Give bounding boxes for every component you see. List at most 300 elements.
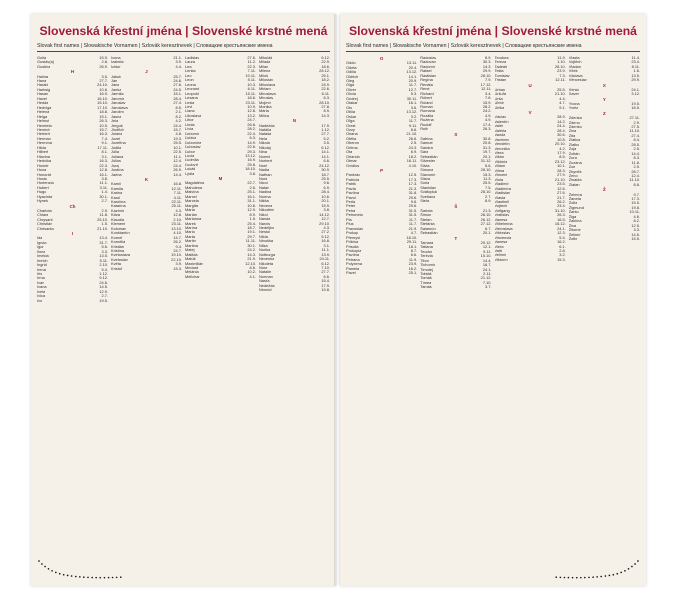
name-day-date: 20.10. — [554, 141, 566, 147]
name-day-date: 23.11. — [245, 99, 256, 105]
first-name: Kazimír — [111, 208, 125, 213]
first-name: Oldrich — [346, 74, 359, 79]
name-day-date: 31.7. — [99, 239, 108, 245]
first-name: Marcela — [185, 199, 199, 204]
name-column — [185, 56, 256, 556]
section-letter: Z — [603, 110, 606, 116]
first-name: Žofia — [568, 201, 578, 206]
first-name: Žitomír — [568, 228, 581, 233]
first-name: Viola — [494, 177, 504, 182]
first-name: Otília — [346, 110, 356, 115]
first-name: Ovídius — [346, 163, 360, 168]
name-day-date: 28.9. — [557, 114, 566, 120]
first-name: Nadia — [259, 168, 270, 173]
name-day-date: 17.12. — [480, 81, 492, 87]
first-name: Hana — [37, 79, 47, 83]
name-day-date: 12.4. — [631, 172, 640, 178]
name-day-date: 22.3. — [99, 162, 108, 168]
first-name: Jaroslav — [111, 101, 126, 106]
name-day-date: 29.7. — [247, 233, 256, 239]
first-name: Xénia — [568, 87, 579, 92]
first-name: Vojtech — [494, 204, 508, 209]
name-day-date: 19.8. — [321, 287, 330, 293]
name-day-date: 11.7. — [408, 82, 418, 88]
name-day-date: 4.4. — [175, 63, 182, 69]
first-name: Linda — [185, 122, 195, 127]
name-day-date: 26.3. — [557, 212, 566, 218]
first-name: Vladan — [568, 64, 581, 69]
first-name: Tekla — [494, 69, 504, 74]
first-name: Simona — [420, 168, 434, 173]
section-letter: Ž — [603, 187, 606, 193]
first-name: Miroslav — [259, 96, 274, 101]
name-day-date: 31.3. — [482, 144, 492, 150]
name-day-date: 23.9. — [408, 261, 418, 267]
first-name: Ružena — [420, 118, 434, 123]
first-name: Hermína — [37, 141, 52, 146]
first-name: Zita — [568, 133, 576, 138]
name-day-date: 12.5. — [408, 172, 418, 178]
section-letter: I — [71, 231, 74, 237]
name-day-date: 12.8. — [99, 167, 108, 173]
section-letter: Š — [454, 203, 458, 209]
first-name: Odeta — [346, 65, 357, 70]
first-name: Tichomír — [420, 263, 436, 268]
first-name: Igor — [37, 245, 44, 250]
name-day-date: 11.1. — [99, 180, 108, 186]
first-name: Marek — [185, 221, 196, 226]
first-name: Silvia — [420, 163, 430, 168]
first-name: Patrik — [346, 182, 356, 187]
name-day-date: 17.9. — [321, 122, 330, 128]
first-name: Nikol — [259, 212, 268, 217]
name-day-date: 28.10. — [554, 63, 566, 69]
first-name: Natan — [259, 185, 270, 190]
name-day-date: 16.2. — [557, 239, 566, 245]
name-day-date: 8.2. — [633, 218, 640, 224]
first-name: Klement — [111, 222, 126, 227]
first-name: Viera — [494, 244, 504, 249]
first-name: Liboslava — [185, 113, 202, 118]
name-day-date: 21.1. — [173, 56, 182, 60]
first-name: Tamás — [420, 285, 432, 290]
first-name: Vítek — [568, 69, 578, 74]
name-day-date: 15.3. — [173, 265, 182, 271]
first-name: Tereza — [494, 60, 507, 65]
first-name: Oľga — [346, 119, 355, 124]
name-day-date: 24.7. — [247, 117, 256, 123]
name-day-date: 14.1. — [321, 153, 330, 159]
name-day-date: 23.5. — [557, 181, 566, 187]
name-day-date: 21.9. — [247, 256, 256, 262]
name-day-date: 3.8. — [101, 175, 108, 181]
name-day-date: 8.3. — [633, 155, 640, 161]
first-name: Ľubor — [185, 149, 195, 154]
first-name: Václava — [568, 73, 583, 78]
name-day-date: 11.10. — [629, 128, 640, 134]
first-name: Miloš — [259, 73, 269, 78]
first-name: Nestor — [259, 230, 271, 235]
section-letter: P — [380, 168, 384, 174]
first-name: Orlando — [346, 154, 360, 159]
name-day-date: 30.6. — [557, 132, 566, 138]
first-name: Samuel — [420, 141, 434, 146]
first-name: Rastislav — [420, 73, 437, 78]
name-day-date: 28.10. — [480, 212, 492, 218]
first-name: Hilda — [37, 145, 46, 150]
name-day-date: 4.10. — [408, 162, 418, 168]
name-day-date: 24.6. — [173, 78, 182, 83]
name-day-date: 7.4. — [101, 135, 108, 141]
name-day-date: 24.4. — [173, 162, 182, 168]
first-name: Petrana — [346, 257, 360, 262]
name-column — [37, 56, 108, 556]
first-name: Ľudmila — [185, 158, 199, 163]
first-name: Henrieta — [37, 123, 52, 128]
name-day-date: 21.10. — [97, 225, 108, 231]
name-day-date: 18.2. — [408, 153, 418, 159]
first-name: Hedvika — [37, 159, 52, 164]
first-name: Jozef — [111, 136, 121, 141]
first-name: Vlastimil — [494, 199, 509, 204]
first-name: Noemi — [259, 154, 271, 159]
first-name: Lenka — [185, 69, 196, 74]
first-name: Oddo — [346, 61, 356, 66]
first-name: Zdeno — [568, 120, 580, 125]
name-day-date: 11.11. — [245, 238, 256, 244]
name-day-date: 7.5. — [485, 184, 492, 190]
name-day-date: 28.5. — [631, 141, 640, 147]
first-name: Vanesa — [494, 217, 508, 222]
name-day-date: 2.8. — [559, 247, 566, 253]
name-day-date: 25.1. — [321, 72, 330, 78]
title-divider — [346, 51, 640, 52]
name-day-date: 12.6. — [557, 185, 566, 191]
name-day-date: 24.1. — [557, 225, 566, 231]
name-day-date: 13.2. — [247, 112, 256, 118]
first-name: Zlatko — [568, 142, 580, 147]
name-day-date: 30.9. — [321, 167, 330, 173]
name-columns — [37, 56, 330, 556]
first-name: Izabela — [111, 60, 124, 65]
name-entry — [37, 299, 108, 303]
name-day-date: 14.12. — [319, 211, 330, 217]
name-day-date: 6.6. — [323, 273, 330, 279]
name-day-date: 15.4. — [321, 278, 330, 284]
first-name: Václav — [494, 115, 507, 120]
first-name: Romana — [420, 109, 435, 114]
name-day-date: 14.3. — [482, 63, 492, 69]
name-day-date: 6.9. — [323, 184, 330, 190]
first-name: Helmut — [37, 119, 50, 124]
first-name: Tobiáš — [420, 271, 432, 276]
name-day-date: 17.9. — [557, 149, 566, 155]
first-name: Pavol — [346, 195, 356, 200]
first-name: Teodora — [494, 56, 509, 60]
name-day-date: 28.4. — [173, 95, 182, 101]
name-day-date: 31.1. — [247, 198, 256, 204]
first-name: Valentín — [494, 119, 509, 124]
first-name: Helga — [37, 114, 48, 119]
name-day-date: 16.7. — [482, 262, 492, 268]
first-name: Iveta — [37, 289, 46, 294]
first-name: Vincencia — [494, 235, 512, 240]
name-day-date: 8.8. — [633, 181, 640, 187]
first-name: Ignác — [37, 240, 47, 245]
name-day-date: 28.10. — [480, 189, 492, 195]
name-day-date: 25.5. — [482, 180, 492, 186]
first-name: Vieroslava — [494, 226, 513, 231]
first-name: Věnceslav — [568, 78, 587, 83]
first-name: Leonard — [185, 87, 200, 92]
name-day-date: 1.4. — [101, 189, 108, 195]
name-day-date: 25.1. — [247, 189, 256, 195]
name-day-date: 29.11. — [406, 239, 418, 245]
name-day-date: 24.4. — [557, 123, 566, 129]
name-day-date: 27.4. — [631, 132, 640, 138]
name-day-date: 10.9. — [247, 103, 256, 109]
first-name: Marta — [185, 234, 195, 239]
name-day-date: 4.3. — [323, 224, 330, 230]
name-day-date: 28.4. — [321, 189, 330, 195]
name-day-date: 26.9. — [173, 167, 182, 173]
name-day-date: 4.1. — [249, 273, 256, 279]
first-name: Leopold — [185, 91, 199, 96]
first-name: Hugo — [37, 190, 47, 195]
first-name: Zeno — [568, 173, 578, 178]
name-day-date: 11.1. — [321, 247, 330, 253]
section-letter: Y — [602, 96, 606, 102]
first-name: Mikuláš — [259, 56, 273, 60]
page-title: Slovenská křestní jména | Slovenské krstné mená — [349, 24, 637, 38]
first-name: Nanda — [259, 217, 271, 222]
name-day-date: 22.5. — [173, 149, 182, 155]
section-letter: J — [145, 69, 148, 75]
first-name: Norika — [259, 248, 271, 253]
name-day-date: 28.10. — [480, 72, 492, 78]
first-name: Lýdia — [185, 171, 195, 176]
name-day-date: 12.11. — [171, 185, 182, 191]
first-name: Ota — [346, 150, 353, 155]
name-day-date: 2.11. — [483, 270, 492, 276]
first-name: Silvester — [420, 159, 436, 164]
first-name: Roland — [420, 100, 433, 105]
name-day-date: 12.11. — [480, 86, 492, 92]
first-name: Lucia — [185, 153, 195, 158]
first-name: Noel — [259, 163, 268, 168]
name-entry — [495, 258, 566, 262]
first-name: Ján — [111, 79, 118, 83]
first-name: Nadina — [259, 190, 272, 195]
name-day-date: 2.7. — [101, 293, 108, 299]
name-day-date: 26.6. — [408, 135, 418, 141]
first-name: Ľubomíra — [185, 140, 202, 145]
name-day-date: 21.10. — [406, 131, 418, 137]
name-day-date: 19.3. — [173, 135, 182, 141]
first-name: Mária — [259, 109, 269, 114]
first-name: Jana — [111, 83, 120, 88]
right-page — [340, 14, 646, 586]
name-day-date: 24.2. — [247, 247, 256, 253]
first-name: Žofie — [568, 237, 578, 242]
name-day-date: 14.1. — [408, 73, 418, 79]
name-day-date: 23.12. — [554, 158, 566, 164]
first-name: Karolína — [111, 199, 126, 204]
first-name: Roman — [420, 104, 433, 109]
name-day-date: 3.5. — [323, 140, 330, 146]
name-day-date: 27.7. — [321, 131, 330, 137]
first-name: Golia — [37, 56, 47, 60]
first-name: Honorát — [37, 172, 51, 177]
section-letter: X — [602, 82, 606, 88]
first-name: Juraj — [111, 163, 120, 168]
first-name: Viktorín — [494, 257, 508, 262]
first-name: Malvína — [185, 190, 199, 195]
first-name: Vendelín — [494, 142, 510, 147]
first-name: Kornélia — [111, 240, 126, 245]
name-day-date: 26.2. — [173, 239, 182, 245]
first-name: Júlia — [111, 150, 120, 155]
name-day-date: 15.1. — [99, 113, 108, 119]
first-name: Želimír — [568, 232, 581, 237]
first-name: Nicol — [259, 181, 268, 186]
name-day-date: 8.9. — [485, 198, 492, 204]
name-day-date: 11.7. — [408, 221, 418, 227]
first-name: Hartwig — [37, 87, 51, 92]
first-name: Ľubomír — [185, 131, 200, 136]
first-name: Tibor — [420, 258, 429, 263]
name-day-date: 7.10. — [321, 265, 330, 271]
first-name: Kristián — [111, 244, 124, 249]
first-name: Kornel — [111, 235, 123, 240]
name-column — [495, 56, 566, 556]
first-name: Zdenko — [568, 125, 582, 129]
first-name: Melánia — [185, 270, 199, 275]
name-day-date: 27.6. — [173, 82, 182, 88]
first-name: Pavlína — [346, 253, 359, 258]
name-day-date: 4.3. — [175, 207, 182, 213]
name-day-date: 3.6. — [410, 104, 418, 110]
name-day-date: 6.12. — [321, 56, 330, 60]
first-name: Nikita — [259, 199, 269, 204]
name-entry — [420, 285, 491, 289]
name-day-date: 18.7. — [321, 171, 330, 177]
name-day-date: 3.5. — [101, 73, 108, 79]
first-name: Matúš — [185, 257, 196, 262]
first-name: Sláva — [420, 176, 430, 181]
first-name: Nela — [259, 136, 268, 141]
first-name: Velimír — [494, 253, 507, 258]
name-day-date: 15.9. — [482, 99, 492, 105]
name-day-date: 14.6. — [631, 231, 640, 237]
name-day-date: 18.2. — [321, 77, 330, 83]
name-day-date: 24.3. — [408, 144, 418, 150]
section-letter: O — [379, 56, 384, 61]
first-name: Oskar — [346, 114, 357, 119]
name-day-date: 21.3. — [482, 207, 492, 213]
section-letter: T — [454, 235, 458, 241]
first-name: Ulrika — [494, 105, 505, 110]
name-day-date: 8.9. — [485, 56, 492, 60]
name-day-date: 27.2. — [321, 229, 330, 235]
name-entry — [346, 271, 417, 275]
left-page — [31, 14, 336, 586]
first-name: Konštantín — [111, 231, 130, 236]
name-day-date: 15.9. — [321, 202, 330, 208]
first-name: Irena — [37, 267, 46, 272]
first-name: Maximilián — [185, 261, 204, 266]
name-entry — [185, 275, 256, 279]
name-day-date: 21.7. — [557, 194, 566, 200]
first-name: Marína — [185, 225, 198, 230]
first-name: Vincent — [494, 173, 508, 178]
name-day-date: 3.3. — [633, 227, 640, 233]
first-name: Žarko — [568, 210, 579, 215]
name-day-date: 19.5. — [631, 101, 640, 106]
first-name: Květa — [111, 262, 121, 267]
name-day-date: 16.8. — [173, 181, 182, 187]
first-name: Imrich — [37, 258, 48, 263]
first-name: Veronika — [494, 146, 510, 151]
first-name: Xaver — [568, 92, 579, 97]
name-day-date: 2.1. — [175, 109, 182, 115]
first-name: Zora — [568, 156, 577, 161]
first-name: Hedda — [37, 101, 49, 106]
name-day-date: 2.6. — [249, 184, 256, 190]
first-name: Nilda — [259, 234, 268, 239]
name-day-date: 28.2. — [482, 103, 492, 109]
name-day-date: 13.11. — [406, 60, 418, 66]
name-day-date: 12.11. — [555, 77, 566, 83]
first-name: Leo — [185, 73, 192, 78]
name-day-date: 29.9. — [482, 68, 492, 74]
name-day-date: 28.2. — [247, 126, 256, 132]
name-day-date: 5.4. — [101, 266, 108, 272]
name-day-date: 22.7. — [247, 180, 256, 186]
name-day-date: 17.3. — [408, 181, 418, 187]
first-name: Šimon — [420, 213, 432, 218]
name-day-date: 27.11. — [629, 115, 640, 121]
name-day-date: 30.8. — [482, 135, 492, 141]
first-name: Lea — [185, 64, 192, 69]
first-name: Chrisanta — [37, 226, 54, 231]
first-name: Ivona — [111, 56, 121, 60]
first-name: Herman — [37, 136, 51, 141]
name-day-date: 14.7. — [173, 234, 182, 240]
first-name: Oto — [346, 105, 353, 110]
name-day-date: 25.4. — [247, 220, 256, 226]
name-day-date: 11.10. — [629, 177, 640, 183]
first-name: Tomislav — [494, 73, 510, 78]
name-day-date: 7.11. — [247, 68, 256, 74]
section-letter: V — [528, 110, 532, 116]
name-day-date: 15.3. — [482, 171, 492, 177]
first-name: Vladimíra — [494, 186, 511, 191]
first-name: Ozzy — [346, 127, 355, 132]
name-day-date: 11.1. — [173, 153, 182, 159]
name-day-date: 11.7. — [408, 118, 418, 124]
name-column — [420, 56, 491, 556]
first-name: Gustáv(a) — [37, 60, 55, 65]
name-day-date: 26.3. — [482, 126, 492, 132]
name-day-date: 25.11. — [171, 203, 182, 209]
name-day-date: 13.5. — [99, 253, 108, 259]
name-day-date: 22.3. — [247, 63, 256, 69]
first-name: Karol — [111, 195, 121, 200]
first-name: Vilma — [494, 168, 505, 173]
first-name: Milan — [259, 64, 269, 69]
name-day-date: 24.7. — [173, 247, 182, 253]
